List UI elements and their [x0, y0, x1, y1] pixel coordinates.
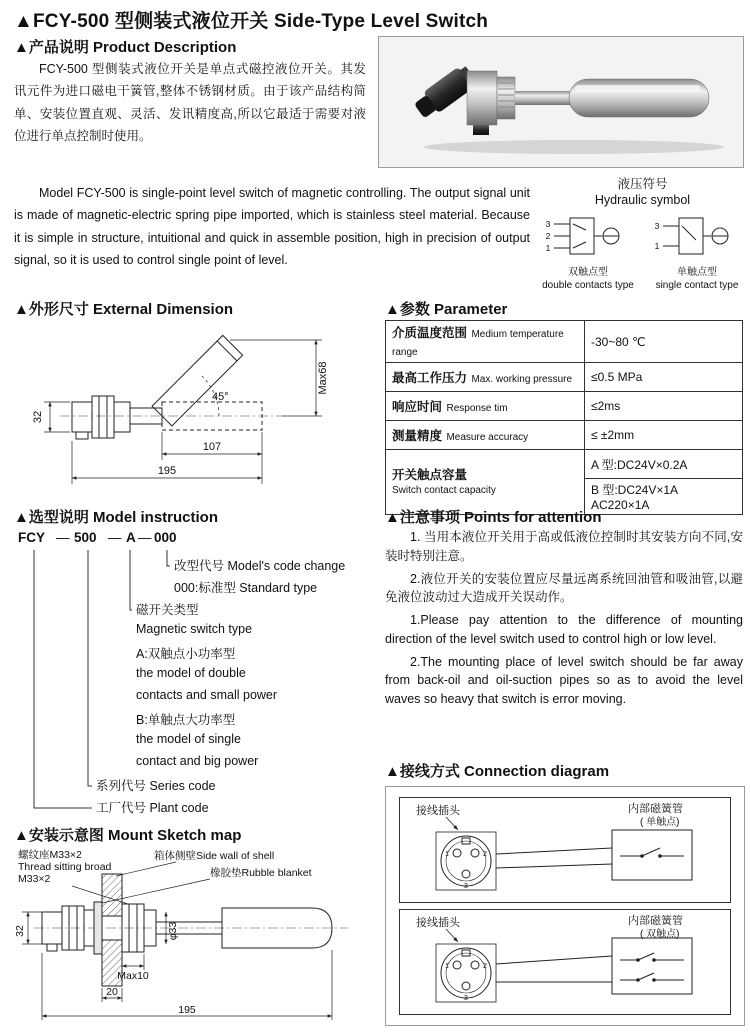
wall-label: 箱体侧壁Side wall of shell [154, 850, 275, 862]
svg-text:1: 1 [545, 243, 551, 253]
product-photo-frame [378, 36, 744, 168]
param-label-en: Medium temperature range [392, 329, 564, 358]
svg-text:2: 2 [545, 231, 551, 241]
page-title: ▲FCY-500 型侧装式液位开关 Side-Type Level Switch [14, 11, 489, 32]
attention-cn-1: 1. 当用本液位开关用于高或低液位控制时其安装方向不同,安装时特别注意。 [385, 530, 743, 563]
hydraulic-title-cn: 液压符号 [617, 177, 668, 191]
model-code-switch-type: A [126, 530, 136, 545]
param-label-cn: 响应时间 [392, 399, 443, 414]
code-dash: — [108, 530, 122, 545]
model-code-change: 000 [154, 530, 177, 545]
attention-en-1: 1.Please pay attention to the difference of mounting direction of the level switch used to control high or low level. [385, 613, 743, 646]
param-label-cn: 测量精度 [392, 428, 443, 443]
float-cylinder [569, 79, 709, 117]
reed-note: ( 单触点) [640, 817, 680, 828]
hydraulic-single-label-en: single contact type [655, 279, 739, 291]
stem [515, 91, 573, 105]
reed-note: ( 双触点) [640, 929, 680, 940]
dim-20: 20 [106, 986, 118, 998]
plug-label: 接线插头 [416, 917, 460, 929]
connection-diagram-panel [385, 786, 745, 1026]
thread-label-en: Thread sitting broad [18, 861, 112, 873]
table-row [386, 363, 743, 392]
model-code-plant: FCY [18, 530, 45, 545]
model-line: contact and big power [136, 754, 259, 768]
model-line: 000:标准型 Standard type [174, 581, 318, 595]
hex-body [467, 71, 497, 125]
section-connection: ▲接线方式 Connection diagram [385, 763, 610, 780]
connection-single-drawing [400, 798, 730, 902]
dim-195: 195 [178, 1004, 196, 1016]
section-model-instruction: ▲选型说明 Model instruction [14, 509, 219, 526]
hydraulic-single-label-cn: 单触点型 [677, 267, 717, 278]
section-external-dimension: ▲外形尺寸 External Dimension [14, 301, 234, 318]
dim-max10: Max10 [117, 970, 149, 982]
section-parameter: ▲参数 Parameter [385, 301, 508, 318]
svg-text:2: 2 [483, 963, 487, 970]
code-dash: — [138, 530, 152, 545]
hydraulic-double-label-en: double contacts type [542, 279, 634, 291]
param-value: ≤2ms [585, 392, 743, 421]
reed-label: 内部磁簧管 [628, 803, 683, 815]
reed-label: 内部磁簧管 [628, 915, 683, 927]
attention-text [385, 528, 743, 713]
hydraulic-double-label-cn: 双触点型 [568, 267, 608, 278]
svg-text:3: 3 [464, 883, 468, 890]
param-label-cn: 介质温度范围 [392, 326, 468, 340]
dim-32: 32 [14, 925, 26, 937]
hydraulic-symbol-panel [540, 176, 745, 292]
param-label-en: Response tim [446, 402, 508, 414]
attention-cn-2: 2.液位开关的安装位置应尽量远离系统回油管和吸油管,以避免液位波动过大造成开关误动作。 [385, 571, 743, 605]
param-label-en: Measure accuracy [446, 431, 529, 443]
param-label-en: Switch contact capacity [392, 484, 496, 496]
svg-text:Max68: Max68 [317, 361, 329, 395]
section-attention: ▲注意事项 Points for attention [385, 509, 602, 526]
svg-text:1: 1 [654, 241, 660, 251]
model-line: B:单触点大功率型 [136, 713, 236, 727]
section-mount-sketch: ▲安装示意图 Mount Sketch map [14, 827, 242, 844]
svg-text:3: 3 [545, 219, 551, 229]
parameter-table [385, 320, 743, 515]
param-label-cn: 最高工作压力 [392, 370, 468, 385]
svg-text:2: 2 [483, 851, 487, 858]
param-value: ≤0.5 MPa [585, 363, 743, 392]
code-dash: — [56, 530, 70, 545]
svg-text:3: 3 [464, 995, 468, 1002]
svg-text:1: 1 [445, 851, 449, 858]
svg-text:32: 32 [32, 410, 44, 424]
external-dimension-drawing [14, 320, 372, 498]
svg-text:195: 195 [157, 465, 177, 477]
param-value: ≤ ±2mm [585, 421, 743, 450]
hydraulic-title-en: Hydraulic symbol [594, 193, 691, 207]
connection-double-drawing [400, 910, 730, 1014]
product-description-cn: FCY-500 型侧装式液位开关是单点式磁控液位开关。其发讯元件为进口磁电干簧管,整体不锈钢材质。由于该产品结构简单、安装位置直观、灵活、发讯精度高,所以它最适于需要对液位进行单点控制时使用。 [14, 62, 366, 143]
plug-label: 接线插头 [416, 805, 460, 817]
param-value: -30~80 ℃ [585, 321, 743, 363]
model-line: the model of single [136, 732, 241, 746]
table-row [386, 421, 743, 450]
model-line: 系列代号 Series code [96, 779, 216, 793]
thread-label-cn: 螺纹座M33×2 [18, 849, 82, 861]
connection-diagram-single [399, 797, 731, 903]
hydraulic-double-item [540, 214, 636, 292]
hydraulic-single-item [649, 214, 745, 292]
model-line: 工厂代号 Plant code [96, 801, 209, 815]
model-line: 改型代号 Model's code change [174, 559, 346, 573]
svg-text:1: 1 [445, 963, 449, 970]
section-product-description: ▲产品说明 Product Description [14, 39, 237, 56]
param-label-en: Max. working pressure [471, 373, 573, 385]
external-dimension-figure [14, 320, 372, 503]
mount-sketch-drawing [14, 846, 376, 1028]
param-label-cn: 开关触点容量 [392, 467, 468, 482]
attention-en-2: 2.The mounting place of level switch should be far away from back-oil and oil-suction pipes so as to avoid the level waves so heavy that switch is error moving. [385, 654, 743, 706]
rubber-label: 橡胶垫Rubble blanket [210, 867, 312, 879]
hydraulic-symbol-double-icon [540, 214, 636, 262]
model-line: Magnetic switch type [136, 622, 253, 636]
model-line: 磁开关类型 [136, 603, 199, 617]
model-line: A:双触点小功率型 [136, 647, 236, 661]
connection-diagram-double [399, 909, 731, 1015]
model-line: contacts and small power [136, 688, 278, 702]
model-code-tree [14, 530, 376, 822]
svg-text:45°: 45° [212, 391, 229, 403]
table-row [386, 450, 743, 479]
phi-dim: φ33 [167, 921, 179, 941]
model-line: the model of double [136, 666, 246, 680]
table-row [386, 392, 743, 421]
thread-size-label: M33×2 [18, 873, 51, 885]
product-photo [379, 37, 741, 165]
param-value-b: B 型:DC24V×1A AC220×1A [585, 479, 743, 515]
table-row [386, 321, 743, 363]
hydraulic-symbol-single-icon [649, 214, 745, 262]
model-code-series: 500 [74, 530, 97, 545]
param-value-a: A 型:DC24V×0.2A [585, 450, 743, 479]
mount-sketch-figure [14, 846, 376, 1032]
svg-text:107: 107 [202, 441, 222, 453]
product-description-en: Model FCY-500 is single-point level switch of magnetic controlling. The output signal unit is made of magnetic-electric spring pipe imported, which is stainless steel material. Because it is simple in structure, intuitional and quick in assemble position, high in precision of output signal, so it is used to control single point of level. [14, 186, 530, 267]
svg-text:3: 3 [654, 221, 660, 231]
